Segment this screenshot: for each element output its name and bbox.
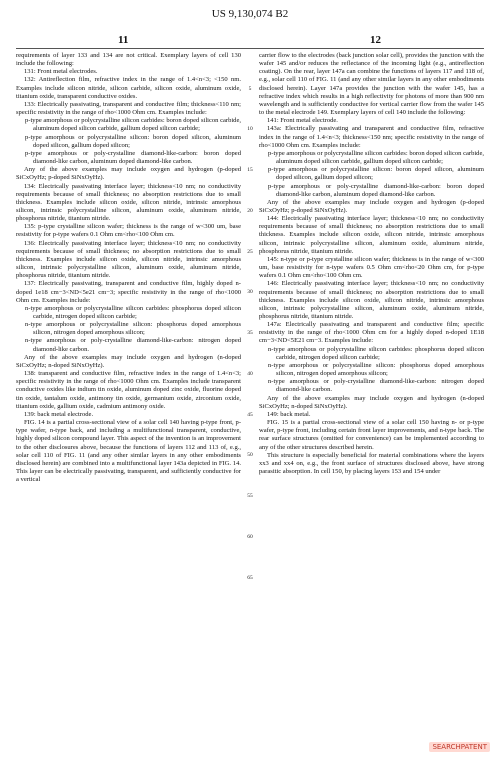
paragraph: 139: back metal electrode. [24,410,94,418]
paragraph: n-type amorphous or polycrystalline silicon carbides: phosphorus doped silicon carbide, nitrogen doped silicon carbide; [25,304,241,320]
paragraph: 147a: Electrically passivating and transparent and conductive film; specific resistivity in the range of rho<1000 Ohm cm for a highly doped n-doped 1E18 cm−3<ND<5E21 cm−3. Examples include: [259,321,484,345]
right-column-number: 12 [370,34,381,46]
paragraph: 137: Electrically passivating, transparent and conductive film, highly doped n-doped 1e18 cm−3<ND<5e21 cm−3; specific resistivity in the range of rho<1000 Ohm cm. Examples include: [16,280,241,304]
paragraph: FIG. 14 is a partial cross-sectional view of a solar cell 140 having p-type front, p-type wafer, n-type back, and including a multifunctional transparent, conductive, highly doped silicon compound layer. This aspect of the invention is an improvement to the other disclosures above, because the functions of layers 112 and 113 of, e.g., solar cell 110 of FIG. 11 (and any other similar layers in any other embodiments disclosed herein) are combined into a multifunctional layer 143a depicted in FIG. 14. This layer can be electrically passivating, transparent, and sufficiently conductive for a vertical [16,419,241,484]
paragraph: 143a: Electrically passivating and transparent and conductive film, refractive index in the range of 1.4<n<3; thickness<150 nm; specific resistivity in the range of rho<1000 Ohm cm. Examples include: [259,125,484,149]
line-number: 30 [247,289,253,296]
paragraph: p-type amorphous or poly-crystalline diamond-like-carbon: boron doped diamond-like carbon, aluminum doped diamond-like carbon. [25,149,241,166]
line-number: 35 [247,330,253,337]
paragraph: 149: back metal. [267,410,311,418]
paragraph: n-type amorphous or polycrystalline silicon carbides: phosphorus doped silicon carbide, nitrogen doped silicon carbide; [268,345,484,361]
paragraph: 141: Front metal electrode. [267,117,338,125]
line-number: 50 [247,452,253,459]
paragraph: p-type amorphous or polycrystalline silicon carbides: boron doped silicon carbide, aluminum doped silicon carbide, gallium doped silicon carbide; [268,149,484,166]
paragraph: FIG. 15 is a partial cross-sectional view of a solar cell 150 having n- or p-type wafer, p-type front, including certain front layer improvements, and n-type back. The rear surface structures (omitted for convenience) can be implemented according to any of the other structures described herein. [259,419,484,451]
paragraph: carrier flow to the electrodes (back junction solar cell), provides the junction with the wafer 145 and/or reduces the reflectance of the incoming light (e.g., antireflection coating). On the rear, layer 147a can combine the functions of layers 117 and 118 of, e.g., solar cell 110 of FIG. 11 (and any other similar layers in any other embodiments disclosed herein). Layer 147a provides the junction with the wafer 145, has a refractive index which results in a high reflectivity for photons of more than 900 nm wavelength and is sufficiently conductive for vertical carrier flow from the wafer 145 to the metal electrode 149. Exemplary layers of cell 140 include the following: [259,52,484,117]
left-column [16,52,241,484]
paragraph: 145: n-type or p-type crystalline silicon wafer; thickness is in the range of w<300 um, base resistivity for n-type wafers 0.5 Ohm cm<rho<20 Ohm cm, for p-type wafers 0.1 Ohm cm<rho<100 Ohm cm. [259,255,484,280]
paragraph: 144: Electrically passivating interface layer; thickness<10 nm; no conductivity requirements because of small thickness; no absorption restrictions due to small thickness. Examples include silicon oxide, silicon nitride, intrinsic amorphous silicon, intrinsic polycrystalline silicon, aluminum oxide, aluminum nitride, phosphorus nitride, titanium nitride. [259,215,484,255]
paragraph: 134: Electrically passivating interface layer; thickness<10 nm; no conductivity requirements because of small thickness; no absorption restrictions due to small thickness. Examples include silicon oxide, silicon nitride, intrinsic amorphous silicon, intrinsic polycrystalline silicon, aluminum oxide, aluminum nitride, phosphorus nitride, titanium nitride. [16,182,241,223]
paragraph: p-type amorphous or polycrystalline silicon: boron doped silicon, aluminum doped silicon, gallium doped silicon; [25,133,241,149]
header-rule [16,48,484,49]
paragraph: Any of the above examples may include oxygen and hydrogen (p-doped SiCxOyHz; p-doped SiNxOyHz). [259,198,484,214]
paragraph: 136: Electrically passivating interface layer; thickness<10 nm; no conductivity requirements because of small thickness; no absorption restrictions due to small thickness. Examples include silicon oxide, silicon nitride, intrinsic amorphous silicon, intrinsic polycrystalline silicon, aluminum oxide, aluminum nitride, phosphorus nitride, titanium nitride. [16,239,241,280]
paragraph: 138: transparent and conductive film, refractive index in the range of 1.4<n<3; specific resistivity in the range of rho<1000 Ohm cm. Examples include transparent conductive oxides like indium tin oxide, aluminum doped zinc oxide, fluorine doped tin oxide, tantalum oxide, antimony tin oxide, germanium oxide, zirconium oxide, titanium oxide, gallium oxide, cadmium antimony oxide. [16,370,241,410]
left-column-number: 11 [118,34,129,46]
line-number: 10 [247,126,253,133]
line-number: 60 [247,533,253,540]
paragraph: Any of the above examples may include oxygen and hydrogen (n-doped SiCxOyHz; n-doped SiNxOyHz). [16,353,241,369]
paragraph: 146: Electrically passivating interface layer; thickness<10 nm; no conductivity requirements because of small thickness; no absorption restrictions due to small thickness. Examples include silicon oxide, silicon nitride, intrinsic amorphous silicon, intrinsic polycrystalline silicon, aluminum oxide, aluminum nitride, phosphorus nitride, titanium nitride. [259,280,484,320]
paragraph: Any of the above examples may include oxygen and hydrogen (n-doped SiCxOyHz; n-doped SiNxOyHz). [259,394,484,410]
line-number: 45 [247,411,253,418]
line-number: 55 [247,493,253,500]
line-number: 25 [247,248,253,255]
paragraph: p-type amorphous or poly-crystalline diamond-like-carbon: boron doped diamond-like carbon, aluminum doped diamond-like carbon. [268,182,484,198]
paragraph: requirements of layer 133 and 134 are not critical. Exemplary layers of cell 130 include the following: [16,52,241,68]
paragraph: This structure is especially beneficial for material combinations where the layers xx3 and xx4 on, e.g., the front surface of structures disclosed above, have strong parasitic absorption. In cell 150, by placing layers 153 and 154 under [259,451,484,475]
line-number: 5 [248,85,252,92]
right-column [259,52,484,476]
line-number: 40 [247,370,253,377]
line-number: 15 [247,167,253,174]
line-number: 65 [247,574,253,581]
paragraph: p-type amorphous or polycrystalline silicon carbides: boron doped silicon carbide, aluminum doped silicon carbide, gallium doped silicon carbide; [25,117,241,133]
paragraph: p-type amorphous or polycrystalline silicon: boron doped silicon, aluminum doped silicon, gallium doped silicon; [268,166,484,182]
watermark-badge: SEARCHPATENT [429,742,490,752]
paragraph: 135: p-type crystalline silicon wafer; thickness is the range of w<300 um, base resistivity for p-type wafers 0.1 Ohm cm<rho<100 Ohm cm. [16,223,241,239]
paragraph: Any of the above examples may include oxygen and hydrogen (p-doped SiCxOyHz; p-doped SiNxOyHz). [16,166,241,182]
paragraph: n-type amorphous or polycrystalline silicon: phosphorus doped amorphous silicon, nitrogen doped amorphous silicon; [268,361,484,378]
paragraph: 131: Front metal electrodes. [24,68,98,76]
paragraph: n-type amorphous or poly-crystalline diamond-like-carbon: nitrogen doped diamond-like carbon. [25,337,241,353]
paragraph: 132: Antireflection film, refractive index in the range of 1.4<n<3; <150 nm. Examples include silicon nitride, silicon carbide, silicon oxide, aluminum oxide, titanium oxide, transparent conductive oxides. [16,76,241,100]
patent-number: US 9,130,074 B2 [211,8,289,20]
paragraph: n-type amorphous or poly-crystalline diamond-like-carbon: nitrogen doped diamond-like carbon. [268,378,484,394]
paragraph: n-type amorphous or polycrystalline silicon: phosphorus doped amorphous silicon, nitrogen doped amorphous silicon; [25,321,241,337]
paragraph: 133: Electrically passivating, transparent and conductive film; thickness<110 nm; specific resistivity in the range of rho<1000 Ohm cm. Examples include: [16,100,241,117]
line-number: 20 [247,207,253,214]
